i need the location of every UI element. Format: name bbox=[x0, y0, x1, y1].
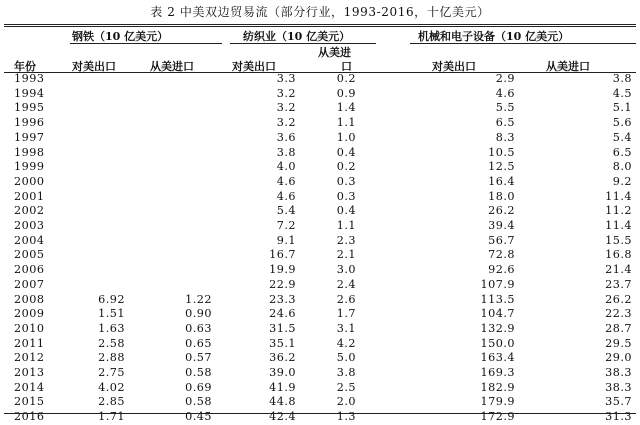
machinery-export-cell: 12.5 bbox=[488, 160, 515, 174]
textile-export-cell: 22.9 bbox=[269, 277, 296, 291]
year-cell: 2010 bbox=[14, 321, 45, 335]
year-cell: 2015 bbox=[14, 395, 45, 409]
steel-import-cell: 0.57 bbox=[185, 351, 212, 365]
machinery-export-cell: 72.8 bbox=[488, 248, 515, 262]
year-cell: 2003 bbox=[14, 219, 45, 232]
textile-import-cell: 2.0 bbox=[336, 395, 356, 409]
textile-export-cell: 44.8 bbox=[269, 395, 296, 409]
machinery-import-cell: 11.4 bbox=[605, 219, 632, 232]
steel-export-cell: 2.88 bbox=[98, 351, 125, 365]
machinery-import-cell: 29.0 bbox=[605, 351, 632, 365]
steel-import-cell: 0.69 bbox=[185, 380, 212, 394]
textile-export-cell: 4.6 bbox=[276, 189, 296, 203]
machinery-export-cell: 39.4 bbox=[488, 219, 515, 232]
steel-import-cell: 0.58 bbox=[185, 395, 212, 409]
textile-import-cell: 1.4 bbox=[336, 101, 356, 115]
year-cell: 2016 bbox=[14, 410, 45, 424]
steel-import-cell: 0.45 bbox=[185, 410, 212, 424]
machinery-export-cell: 150.0 bbox=[480, 336, 515, 350]
machinery-import-cell: 5.6 bbox=[612, 116, 632, 130]
machinery-import-cell: 9.2 bbox=[612, 174, 632, 188]
year-cell: 2005 bbox=[14, 248, 45, 262]
steel-import-cell: 0.90 bbox=[185, 307, 212, 321]
machinery-import-cell: 11.2 bbox=[605, 204, 632, 218]
machinery-export-cell: 113.5 bbox=[480, 292, 515, 306]
machinery-export-cell: 163.4 bbox=[480, 351, 515, 365]
steel-import-cell: 0.63 bbox=[185, 321, 212, 335]
textile-export-cell: 3.2 bbox=[276, 101, 296, 115]
steel-export-cell: 1.51 bbox=[98, 307, 125, 321]
steel-group-rule bbox=[70, 43, 222, 44]
textile-export-cell: 4.0 bbox=[276, 160, 296, 174]
machinery-import-cell: 22.3 bbox=[605, 307, 632, 321]
year-cell: 2000 bbox=[14, 174, 45, 188]
machinery-import-cell: 11.4 bbox=[605, 189, 632, 203]
top-rule-double bbox=[4, 26, 636, 27]
year-cell: 2008 bbox=[14, 292, 45, 306]
machinery-import-cell: 8.0 bbox=[612, 160, 632, 174]
machinery-export-cell: 179.9 bbox=[480, 395, 515, 409]
textile-export-cell: 31.5 bbox=[269, 321, 296, 335]
textile-export-cell: 36.2 bbox=[269, 351, 296, 365]
textile-import-cell: 0.9 bbox=[336, 86, 356, 100]
textile-export-cell: 3.6 bbox=[276, 130, 296, 144]
textile-import-cell: 4.2 bbox=[336, 336, 356, 350]
year-cell: 1998 bbox=[14, 145, 45, 159]
machinery-export-cell: 5.5 bbox=[495, 101, 515, 115]
textile-import-cell: 1.0 bbox=[336, 130, 356, 144]
machinery-import-cell: 16.8 bbox=[605, 248, 632, 262]
textile-import-header-line1: 从美进 bbox=[318, 46, 351, 59]
year-header: 年份 bbox=[14, 60, 36, 73]
textile-export-cell: 9.1 bbox=[276, 233, 296, 247]
textile-import-cell: 0.4 bbox=[336, 204, 356, 218]
textile-export-cell: 4.6 bbox=[276, 174, 296, 188]
year-cell: 2014 bbox=[14, 380, 45, 394]
top-rule bbox=[4, 24, 636, 25]
textile-import-cell: 2.6 bbox=[336, 292, 356, 306]
textile-import-cell: 2.3 bbox=[336, 233, 356, 247]
year-cell: 1995 bbox=[14, 101, 45, 115]
steel-group-header: 钢铁（10 亿美元） bbox=[72, 30, 169, 43]
machinery-export-cell: 132.9 bbox=[480, 321, 515, 335]
year-cell: 1999 bbox=[14, 160, 45, 174]
machinery-group-rule bbox=[410, 43, 636, 44]
textile-import-header-line2: 口 bbox=[341, 60, 352, 73]
textile-import-cell: 0.3 bbox=[336, 189, 356, 203]
machinery-export-cell: 56.7 bbox=[488, 233, 515, 247]
textile-group-rule bbox=[230, 43, 376, 44]
machinery-export-cell: 18.0 bbox=[488, 189, 515, 203]
textile-export-cell: 16.7 bbox=[269, 248, 296, 262]
machinery-import-cell: 38.3 bbox=[605, 366, 632, 379]
textile-export-cell: 23.3 bbox=[269, 292, 296, 306]
machinery-export-cell: 16.4 bbox=[488, 174, 515, 188]
machinery-import-cell: 15.5 bbox=[605, 233, 632, 247]
machinery-import-cell: 5.1 bbox=[612, 101, 632, 115]
steel-import-header: 从美进口 bbox=[150, 60, 194, 73]
machinery-import-cell: 29.5 bbox=[605, 336, 632, 350]
textile-export-cell: 35.1 bbox=[269, 336, 296, 350]
textile-import-cell: 2.5 bbox=[336, 380, 356, 394]
machinery-import-cell: 4.5 bbox=[612, 86, 632, 100]
machinery-export-cell: 2.9 bbox=[495, 72, 515, 85]
textile-import-cell: 1.3 bbox=[336, 410, 356, 424]
machinery-import-cell: 26.2 bbox=[605, 292, 632, 306]
textile-import-cell: 3.0 bbox=[336, 263, 356, 277]
textile-export-cell: 42.4 bbox=[269, 410, 296, 424]
machinery-export-cell: 10.5 bbox=[488, 145, 515, 159]
year-cell: 1993 bbox=[14, 72, 45, 85]
textile-import-cell: 0.2 bbox=[336, 160, 356, 174]
textile-import-cell: 1.1 bbox=[336, 219, 356, 232]
machinery-import-cell: 5.4 bbox=[612, 130, 632, 144]
textile-import-cell: 2.1 bbox=[336, 248, 356, 262]
machinery-import-cell: 23.7 bbox=[605, 277, 632, 291]
year-cell: 2007 bbox=[14, 277, 45, 291]
textile-export-cell: 3.3 bbox=[276, 72, 296, 85]
year-cell: 1996 bbox=[14, 116, 45, 130]
machinery-export-cell: 182.9 bbox=[480, 380, 515, 394]
machinery-export-cell: 6.5 bbox=[495, 116, 515, 130]
machinery-import-cell: 21.4 bbox=[605, 263, 632, 277]
year-cell: 1997 bbox=[14, 130, 45, 144]
machinery-export-cell: 169.3 bbox=[480, 366, 515, 379]
steel-import-cell: 1.22 bbox=[185, 292, 212, 306]
steel-export-cell: 4.02 bbox=[98, 380, 125, 394]
textile-export-header: 对美出口 bbox=[232, 60, 276, 73]
textile-export-cell: 3.8 bbox=[276, 145, 296, 159]
steel-export-cell: 1.63 bbox=[98, 321, 125, 335]
textile-export-cell: 39.0 bbox=[269, 366, 296, 379]
steel-export-header: 对美出口 bbox=[72, 60, 116, 73]
textile-import-cell: 0.2 bbox=[336, 72, 356, 85]
machinery-import-header: 从美进口 bbox=[546, 60, 590, 73]
steel-export-cell: 1.71 bbox=[98, 410, 125, 424]
machinery-export-cell: 26.2 bbox=[488, 204, 515, 218]
machinery-import-cell: 28.7 bbox=[605, 321, 632, 335]
machinery-export-cell: 104.7 bbox=[480, 307, 515, 321]
textile-import-cell: 1.1 bbox=[336, 116, 356, 130]
year-cell: 2011 bbox=[14, 336, 45, 350]
steel-export-cell: 6.92 bbox=[98, 292, 125, 306]
textile-export-cell: 41.9 bbox=[269, 380, 296, 394]
year-cell: 2004 bbox=[14, 233, 45, 247]
machinery-export-cell: 8.3 bbox=[495, 130, 515, 144]
machinery-import-cell: 31.3 bbox=[605, 410, 632, 424]
steel-export-cell: 2.75 bbox=[98, 366, 125, 379]
textile-import-cell: 0.3 bbox=[336, 174, 356, 188]
year-cell: 1994 bbox=[14, 86, 45, 100]
machinery-group-header: 机械和电子设备（10 亿美元） bbox=[418, 30, 570, 43]
year-cell: 2002 bbox=[14, 204, 45, 218]
textile-group-header: 纺织业（10 亿美元） bbox=[243, 30, 351, 43]
bottom-rule bbox=[4, 413, 636, 414]
textile-import-cell: 3.1 bbox=[336, 321, 356, 335]
textile-export-cell: 5.4 bbox=[276, 204, 296, 218]
year-cell: 2012 bbox=[14, 351, 45, 365]
machinery-export-cell: 92.6 bbox=[488, 263, 515, 277]
table-title: 表 2 中美双边贸易流（部分行业，1993-2016，十亿美元） bbox=[150, 5, 490, 19]
textile-export-cell: 19.9 bbox=[269, 263, 296, 277]
year-cell: 2006 bbox=[14, 263, 45, 277]
year-cell: 2001 bbox=[14, 189, 45, 203]
textile-export-cell: 3.2 bbox=[276, 86, 296, 100]
machinery-import-cell: 38.3 bbox=[605, 380, 632, 394]
textile-export-cell: 3.2 bbox=[276, 116, 296, 130]
machinery-export-cell: 107.9 bbox=[480, 277, 515, 291]
machinery-export-header: 对美出口 bbox=[432, 60, 476, 73]
steel-export-cell: 2.85 bbox=[98, 395, 125, 409]
steel-import-cell: 0.65 bbox=[185, 336, 212, 350]
textile-import-cell: 2.4 bbox=[336, 277, 356, 291]
steel-import-cell: 0.58 bbox=[185, 366, 212, 379]
year-cell: 2009 bbox=[14, 307, 45, 321]
machinery-import-cell: 3.8 bbox=[612, 72, 632, 85]
year-cell: 2013 bbox=[14, 366, 45, 379]
machinery-import-cell: 35.7 bbox=[605, 395, 632, 409]
textile-import-cell: 5.0 bbox=[336, 351, 356, 365]
textile-import-cell: 3.8 bbox=[336, 366, 356, 379]
textile-export-cell: 24.6 bbox=[269, 307, 296, 321]
machinery-export-cell: 4.6 bbox=[495, 86, 515, 100]
textile-import-cell: 1.7 bbox=[336, 307, 356, 321]
machinery-export-cell: 172.9 bbox=[480, 410, 515, 424]
machinery-import-cell: 6.5 bbox=[612, 145, 632, 159]
steel-export-cell: 2.58 bbox=[98, 336, 125, 350]
textile-import-cell: 0.4 bbox=[336, 145, 356, 159]
textile-export-cell: 7.2 bbox=[276, 219, 296, 232]
